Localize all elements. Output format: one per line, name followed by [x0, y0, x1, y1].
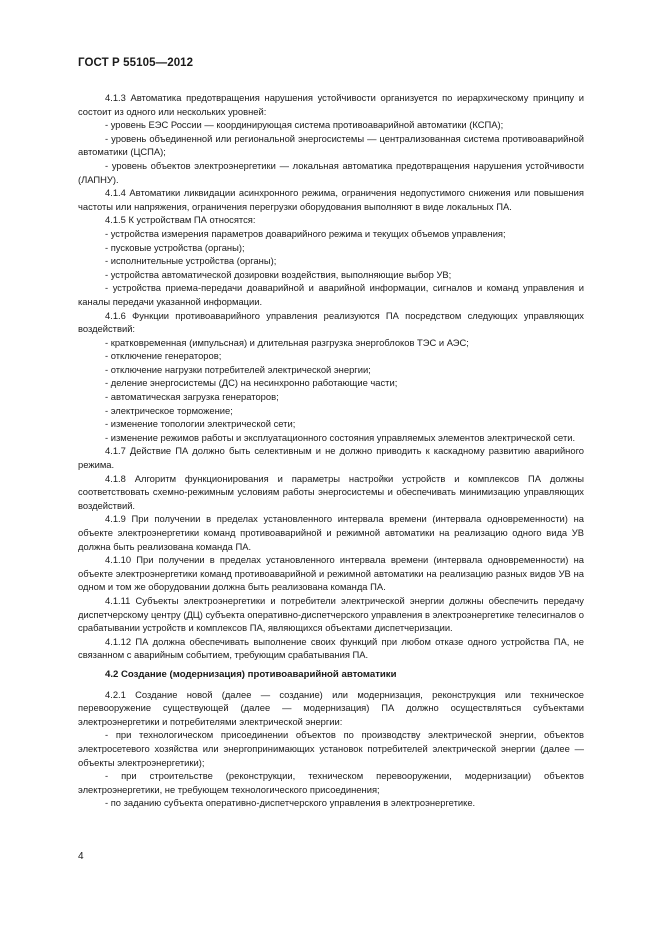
- paragraph: 4.1.11 Субъекты электроэнергетики и потребители электрической энергии должны обеспечить передачу диспетчерскому центру (ДЦ) субъекта оперативно-диспетчерского управления в электроэнергетике телесигналов о срабатывании устройств и комплексов ПА, являющихся объектами диспетчеризации.: [78, 594, 584, 634]
- paragraph: 4.1.3 Автоматика предотвращения нарушения устойчивости организуется по иерархическому принципу и состоит из одного или нескольких уровней:: [78, 92, 584, 117]
- section-heading: 4.2 Создание (модернизация) противоаварийной автоматики: [105, 668, 397, 680]
- paragraph: - при строительстве (реконструкции, техническом перевооружении, модернизации) объектов электроэнергетики, не требующем технологического присоединения;: [78, 770, 584, 795]
- paragraph: 4.1.12 ПА должна обеспечивать выполнение своих функций при любом отказе одного устройства ПА, не связанном с аварийным событием, требующим срабатывания ПА.: [78, 635, 584, 661]
- paragraph: - изменение топологии электрической сети;: [105, 418, 296, 430]
- paragraph: - исполнительные устройства (органы);: [105, 255, 277, 267]
- paragraph: 4.1.10 При получении в пределах установленного интервала времени (интервала одновременности) на объекте электроэнергетики команд противоаварийной и режимной автоматики на реализацию разных видов УВ на одном и том же оборудовании должна быть реализована команда ПА.: [78, 554, 584, 593]
- page-number: 4: [78, 851, 84, 862]
- paragraph: - устройства измерения параметров доаварийного режима и текущих объемов управления;: [105, 227, 506, 239]
- paragraph: - автоматическая загрузка генераторов;: [105, 391, 279, 403]
- section-4-2-text: [78, 688, 584, 810]
- document-header: ГОСТ Р 55105—2012: [78, 57, 194, 69]
- paragraph: 4.1.4 Автоматики ликвидации асинхронного режима, ограничения недопустимого снижения или повышения частоты или напряжения, ограничения перегрузки оборудования выполняют в виде локальных ПА.: [78, 187, 584, 212]
- section-4-1-text: [78, 91, 584, 662]
- paragraph: - отключение генераторов;: [105, 350, 222, 362]
- paragraph: - пусковые устройства (органы);: [105, 241, 245, 253]
- paragraph: 4.1.5 К устройствам ПА относятся:: [105, 214, 256, 226]
- paragraph: - уровень объектов электроэнергетики — локальная автоматика предотвращения нарушения устойчивости (ЛАПНУ).: [78, 159, 584, 185]
- paragraph: - электрическое торможение;: [105, 404, 233, 416]
- paragraph: 4.2.1 Создание новой (далее — создание) или модернизация, реконструкция или техническое перевооружение существующей (далее — модернизация) ПА должно осуществляться субъектами электроэнергетики и потребителями электрической энергии:: [78, 688, 584, 727]
- paragraph: - по заданию субъекта оперативно-диспетчерского управления в электроэнергетике.: [105, 797, 476, 809]
- paragraph: - отключение нагрузки потребителей электрической энергии;: [105, 363, 371, 375]
- paragraph: - при технологическом присоединении объектов по производству электрической энергии, объектов электросетевого хозяйства или энергопринимающих установок потребителей электрической энергии (далее — объекты электроэнергетики);: [78, 729, 584, 768]
- paragraph: - изменение режимов работы и эксплуатационного состояния управляемых элементов электрической сети.: [105, 431, 576, 443]
- document-body: [78, 91, 584, 810]
- paragraph: - уровень ЕЭС России — координирующая система противоаварийной автоматики (КСПА);: [105, 119, 504, 131]
- paragraph: - деление энергосистемы (ДС) на несинхронно работающие части;: [105, 377, 398, 389]
- paragraph: - уровень объединенной или региональной энергосистемы — централизованная система противоаварийной автоматики (ЦСПА);: [78, 132, 584, 158]
- paragraph: 4.1.9 При получении в пределах установленного интервала времени (интервала одновременности) на объекте электроэнергетики команд противоаварийной и режимной автоматики на реализацию одного вида УВ должна быть реализована команда ПА.: [78, 513, 584, 552]
- paragraph: - устройства приема-передачи доаварийной и аварийной информации, сигналов и команд управления и каналы передачи указанной информации.: [78, 282, 584, 307]
- paragraph: 4.1.8 Алгоритм функционирования и параметры настройки устройств и комплексов ПА должны соответствовать схемно-режимным условиям работы энергосистемы и обеспечивать минимизацию управляющих воздействий.: [78, 472, 584, 511]
- paragraph: 4.1.7 Действие ПА должно быть селективным и не должно приводить к каскадному развитию аварийного режима.: [78, 445, 584, 471]
- paragraph: - кратковременная (импульсная) и длительная разгрузка энергоблоков ТЭС и АЭС;: [105, 336, 469, 348]
- paragraph: - устройства автоматической дозировки воздействия, выполняющие выбор УВ;: [105, 268, 452, 280]
- paragraph: 4.1.6 Функции противоаварийного управления реализуются ПА посредством следующих управляющих воздействий:: [78, 309, 584, 335]
